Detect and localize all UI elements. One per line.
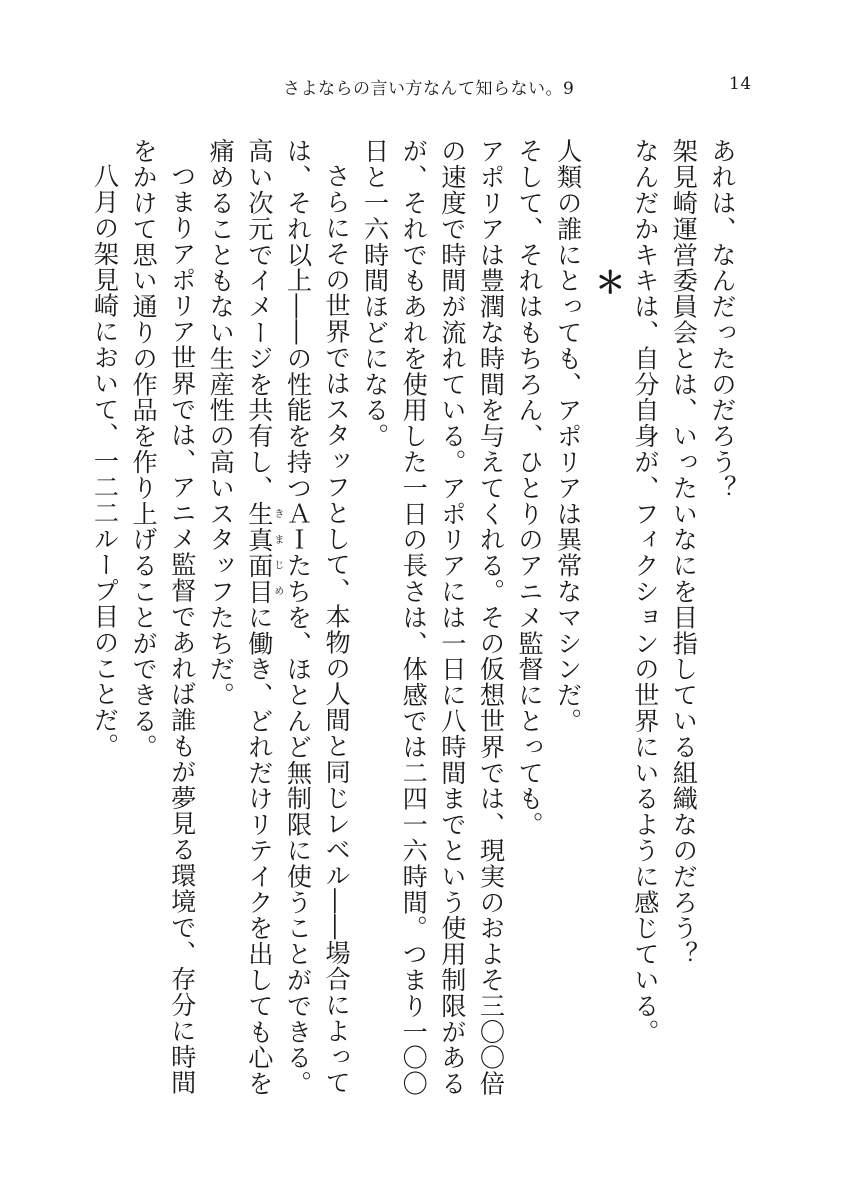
paragraph: つまりアポリア世界では、アニメ監督であれば誰もが夢見る環境で、存分に時間をかけて思い通りの作品を作り上げることができる。: [129, 138, 197, 1096]
ruby-reading: きまじめ: [271, 500, 283, 605]
paragraph-with-ruby: [201, 138, 355, 1108]
novel-body-text: [85, 138, 741, 1108]
ruby-annotation: [244, 500, 283, 605]
paragraph: そして、それはもちろん、ひとりのアニメ監督にとっても。: [515, 138, 545, 838]
ruby-base: 生真面目: [244, 500, 274, 605]
paragraph-text-before-ruby: さらにその世界ではスタッフとして、本物の人間と同じレベル――場合によっては、それ以上――の性能を持つＡＩたちを、ほとんど無制限に使うことができる。高い次元でイメージを共有し、: [244, 138, 352, 1097]
section-break-asterisk: ＊: [589, 267, 625, 298]
paragraph: アポリアは豊潤な時間を与えてくれる。その仮想世界では、現実のおよそ三〇〇倍の速度で時間が流れている。アポリアには一日に八時間までという使用制限があるが、それでもあれを使用した一日の長さは、体感では二四一六時間。つまり一〇〇日と一六時間ほどになる。: [360, 138, 506, 1097]
paragraph: 架見崎運営委員会とは、いったいなにを目指している組織なのだろう？: [669, 138, 699, 967]
paragraph-text-after-ruby: に働き、どれだけリテイクを出しても心を痛めることもない生産性の高いスタッフたちだ。: [206, 138, 274, 1097]
running-header-title: さよならの言い方なんて知らない。9: [283, 79, 575, 99]
paragraph: 八月の架見崎において、一二二ループ目のことだ。: [90, 163, 120, 759]
paragraph: 人類の誰にとっても、アポリアは異常なマシンだ。: [553, 138, 583, 734]
page-number: 14: [729, 74, 752, 94]
paragraph: なんだかキキは、自分自身が、フィクションの世界にいるように感じている。: [630, 138, 660, 1045]
paragraph: あれは、なんだったのだろう？: [708, 138, 737, 501]
